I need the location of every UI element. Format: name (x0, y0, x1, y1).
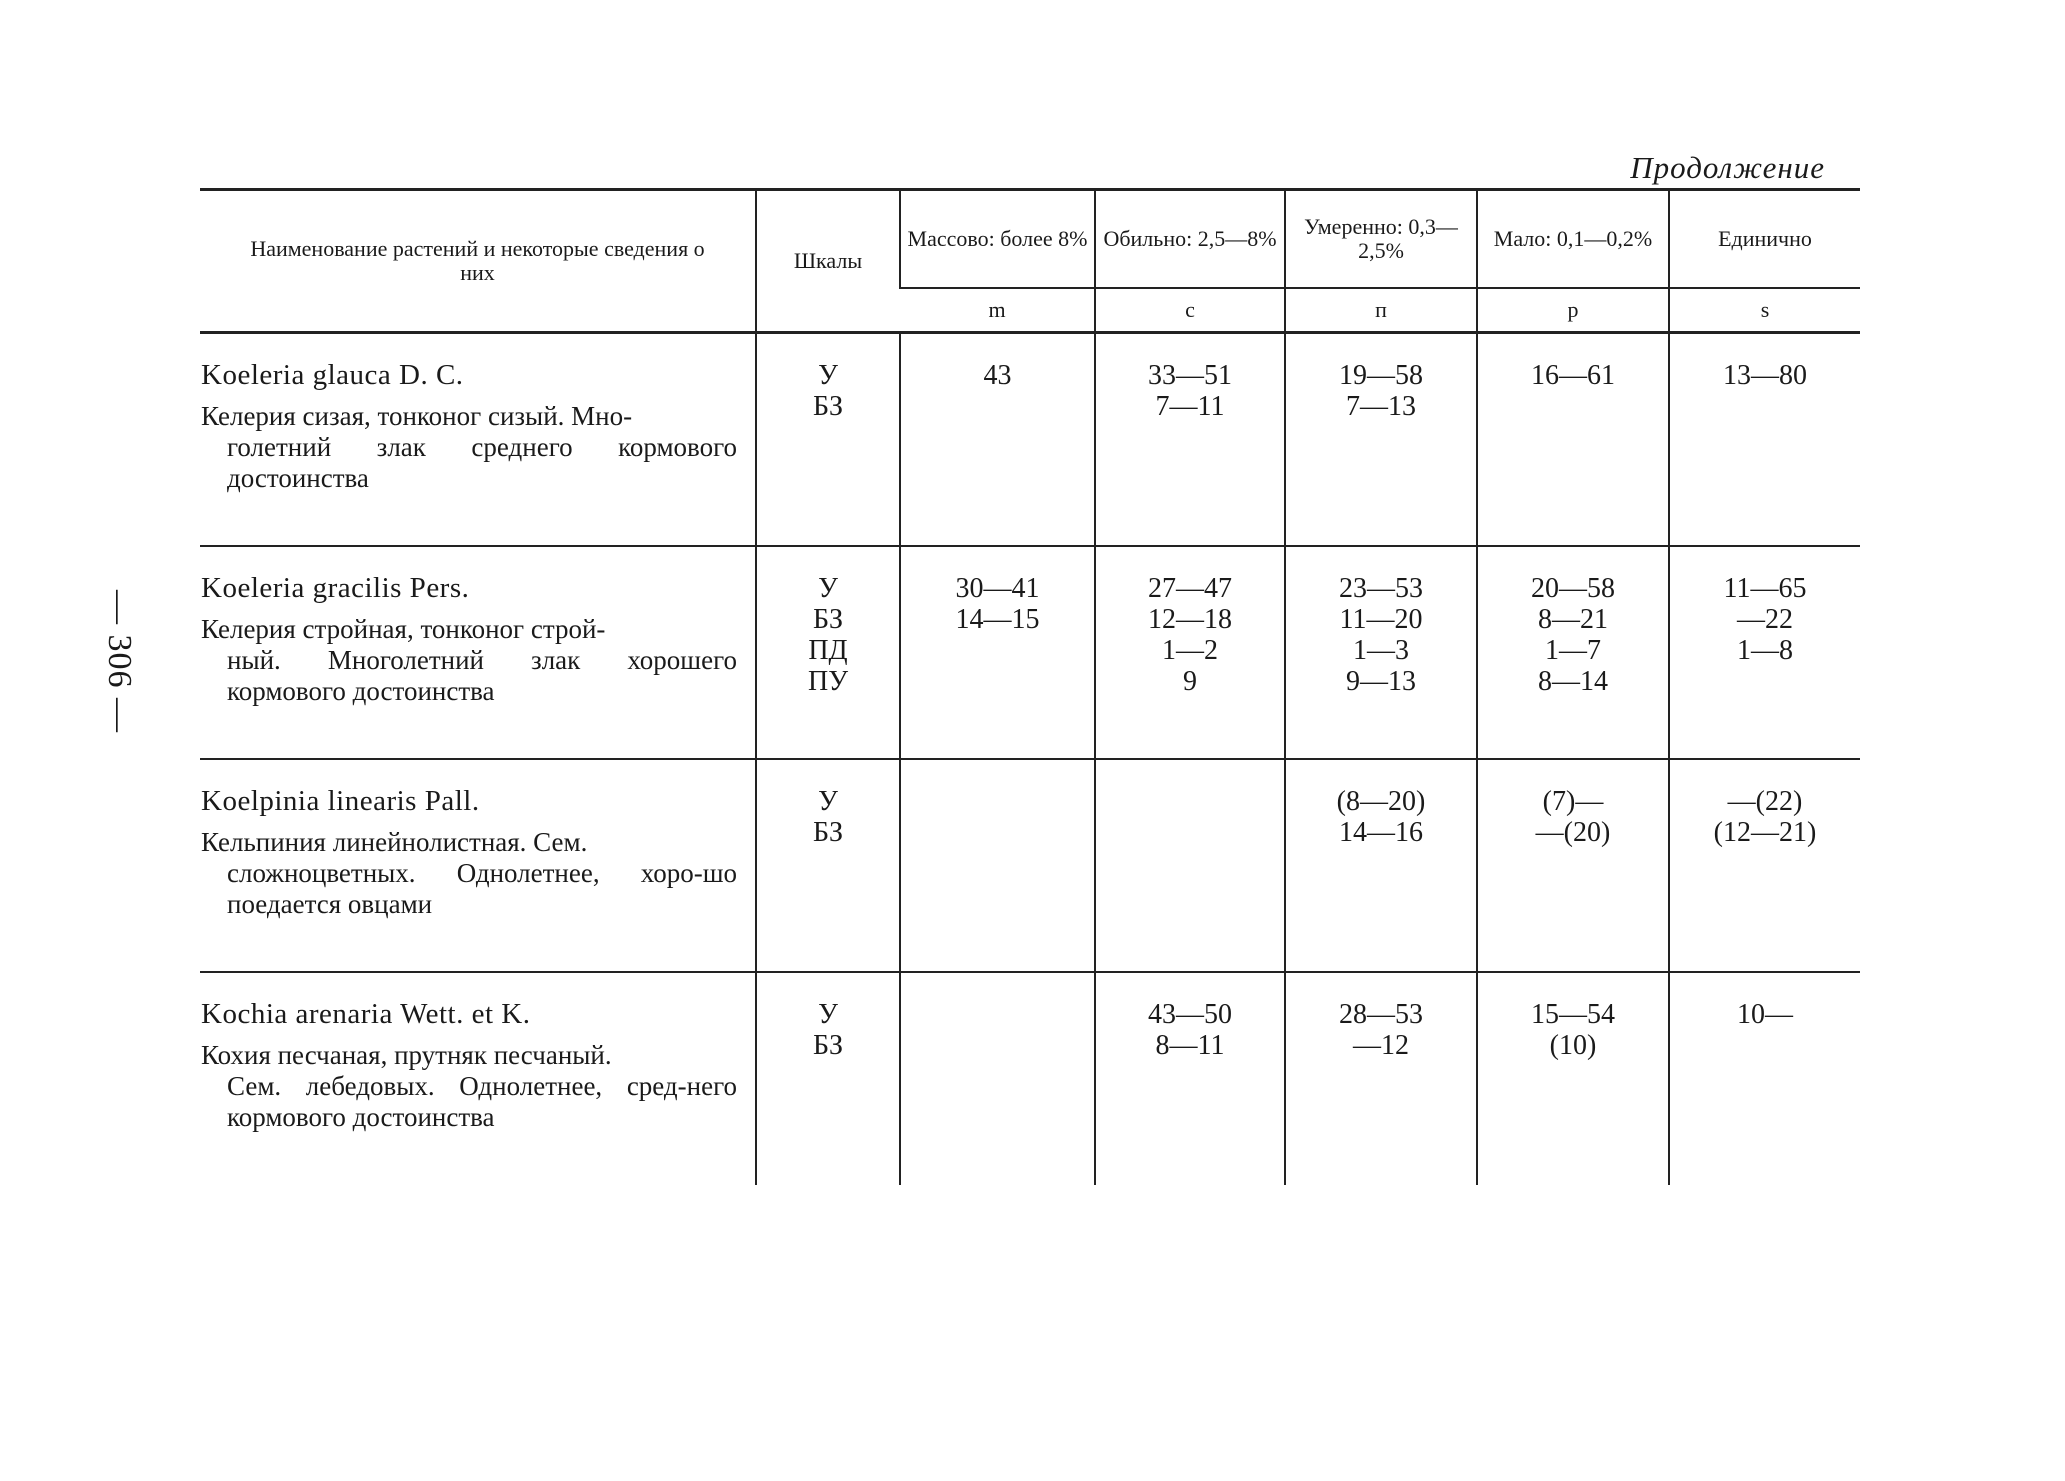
value-cell-n (1285, 546, 1477, 759)
plant-abundance-table (200, 188, 1860, 1185)
scale-code: БЗ (812, 391, 844, 422)
value-cell-s (1669, 333, 1860, 546)
plant-latin-name: Koeleria glauca D. C. (201, 359, 464, 391)
scales-cell (756, 972, 900, 1185)
table-row (200, 546, 1860, 759)
value-cell-n (1285, 972, 1477, 1185)
value-range: 8—14 (1538, 665, 1608, 697)
plant-description-continuation: ный. Многолетний злак хорошего кормового достоинства (227, 644, 737, 706)
plant-description (201, 827, 737, 920)
header-massovo: Массово: более 8% (900, 190, 1095, 289)
header-umerenno: Умеренно: 0,3—2,5% (1285, 190, 1477, 289)
plant-description-first-line: Кельпиния линейнолистная. Сем. (201, 826, 588, 857)
value-range: 43—50 (1148, 998, 1232, 1030)
scale-code: ПУ (807, 665, 849, 697)
value-cell-s (1669, 972, 1860, 1185)
table-header (200, 190, 1860, 333)
subheader-c: c (1095, 288, 1285, 333)
value-range: 15—54 (1531, 998, 1615, 1030)
header-obilno: Обильно: 2,5—8% (1095, 190, 1285, 289)
value-cell-p (1477, 546, 1669, 759)
header-edinichno: Единично (1669, 190, 1860, 289)
value-cell-c (1095, 759, 1285, 972)
scale-code: БЗ (812, 603, 844, 635)
value-range: 30—41 (955, 572, 1040, 604)
plant-name-cell (200, 333, 756, 546)
value-range: 12—18 (1148, 603, 1232, 635)
plant-name-cell (200, 759, 756, 972)
plant-name-cell (200, 546, 756, 759)
scales-cell (756, 759, 900, 972)
plant-description-continuation: голетний злак среднего кормового достоинства (227, 432, 737, 493)
value-range: 33—51 (1148, 360, 1232, 391)
value-range: 14—15 (955, 603, 1040, 635)
plant-description (201, 1040, 737, 1133)
value-range: 11—20 (1339, 603, 1423, 635)
scale-code: У (818, 998, 838, 1030)
value-cell-p (1477, 759, 1669, 972)
value-range: 28—53 (1339, 998, 1423, 1030)
plant-latin-name: Koelpinia linearis Pall. (201, 784, 480, 817)
value-range: 8—11 (1155, 1029, 1225, 1061)
value-range: 23—53 (1339, 572, 1423, 604)
value-range: 8—21 (1538, 603, 1608, 635)
scales-cell (756, 333, 900, 546)
table-row (200, 972, 1860, 1185)
value-range: 43 (983, 360, 1012, 391)
header-scales: Шкалы (756, 190, 900, 333)
value-range: —(22) (1727, 785, 1803, 817)
plant-description-first-line: Келерия сизая, тонконог сизый. Мно- (201, 401, 633, 431)
page-number: — 306 — (101, 590, 138, 733)
subheader-s: s (1669, 288, 1860, 333)
value-cell-c (1095, 972, 1285, 1185)
plant-description (201, 614, 737, 707)
value-range: 14—16 (1339, 816, 1423, 848)
value-cell-p (1477, 333, 1669, 546)
value-cell-n (1285, 759, 1477, 972)
plant-description (201, 401, 737, 494)
value-range: (8—20) (1336, 785, 1426, 817)
scale-code: БЗ (812, 1029, 844, 1061)
value-range: 11—65 (1723, 572, 1807, 604)
value-range: 13—80 (1723, 360, 1807, 391)
continuation-label: Продолжение (1630, 150, 1825, 185)
subheader-p: p (1477, 288, 1669, 333)
plant-latin-name: Koeleria gracilis Pers. (201, 571, 470, 604)
value-cell-m (900, 333, 1095, 546)
value-cell-s (1669, 759, 1860, 972)
value-range: 10— (1737, 998, 1793, 1030)
value-range: 7—11 (1155, 391, 1225, 422)
value-range: 27—47 (1148, 572, 1232, 604)
value-cell-c (1095, 333, 1285, 546)
subheader-m: m (900, 288, 1095, 333)
plant-latin-name: Kochia arenaria Wett. et K. (201, 997, 531, 1030)
scale-code: У (818, 785, 838, 817)
value-range: —12 (1353, 1029, 1409, 1061)
value-range: —22 (1737, 603, 1793, 635)
plant-name-cell (200, 972, 756, 1185)
value-range: 1—7 (1545, 634, 1601, 666)
value-range: (10) (1549, 1029, 1597, 1061)
scale-code: ПД (808, 634, 848, 666)
table-body (200, 333, 1860, 1185)
value-range: 1—3 (1353, 634, 1409, 666)
value-cell-s (1669, 546, 1860, 759)
value-range: 1—2 (1162, 634, 1218, 666)
value-cell-p (1477, 972, 1669, 1185)
value-range: (7)— (1542, 785, 1604, 817)
header-name: Наименование растений и некоторые сведения о них (200, 190, 756, 333)
table-row (200, 333, 1860, 546)
value-range: 1—8 (1737, 634, 1793, 666)
scale-code: БЗ (812, 816, 844, 848)
scale-code: У (818, 360, 838, 391)
scales-cell (756, 546, 900, 759)
value-cell-m (900, 546, 1095, 759)
value-range: 20—58 (1531, 572, 1615, 604)
scale-code: У (818, 572, 838, 604)
value-cell-m (900, 759, 1095, 972)
plant-description-continuation: Сем. лебедовых. Однолетнее, сред-него кормового достоинства (227, 1070, 737, 1132)
subheader-n: п (1285, 288, 1477, 333)
value-range: 16—61 (1531, 360, 1615, 391)
data-table-container (200, 188, 1860, 1185)
table-row (200, 759, 1860, 972)
value-range: 9—13 (1346, 665, 1416, 697)
header-malo: Мало: 0,1—0,2% (1477, 190, 1669, 289)
plant-description-first-line: Келерия стройная, тонконог строй- (201, 613, 606, 644)
value-range: —(20) (1535, 816, 1611, 848)
value-cell-c (1095, 546, 1285, 759)
plant-description-first-line: Кохия песчаная, прутняк песчаный. (201, 1039, 612, 1070)
plant-description-continuation: сложноцветных. Однолетнее, хоро-шо поедается овцами (227, 857, 737, 919)
value-cell-m (900, 972, 1095, 1185)
value-range: 19—58 (1339, 360, 1423, 391)
value-range: 7—13 (1346, 391, 1416, 422)
value-cell-n (1285, 333, 1477, 546)
value-range: 9 (1183, 665, 1197, 697)
value-range: (12—21) (1713, 816, 1817, 848)
